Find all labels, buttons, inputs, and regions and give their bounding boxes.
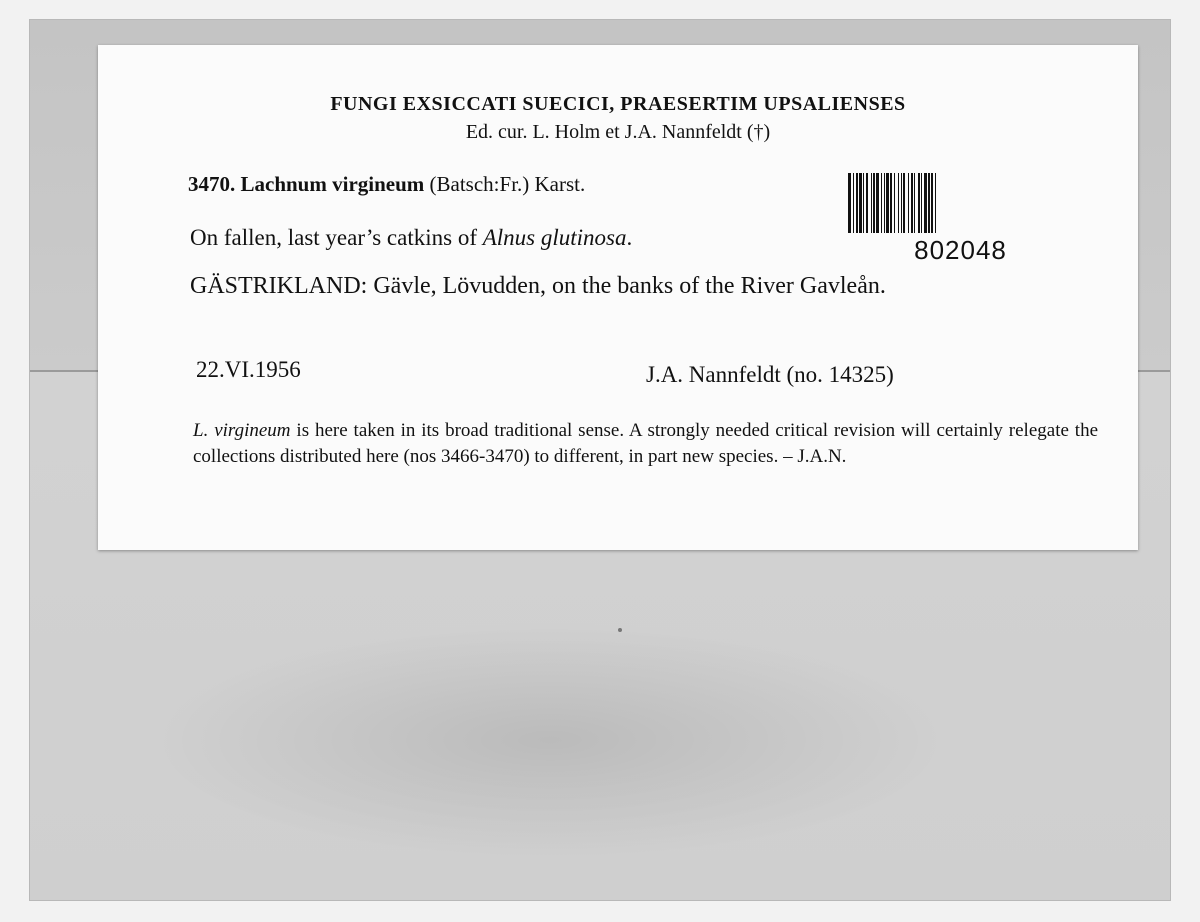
host-name: Alnus glutinosa — [482, 225, 627, 250]
taxonomic-note — [193, 418, 1098, 470]
species-name: Lachnum virgineum — [240, 172, 425, 196]
editors-line: Ed. cur. L. Holm et J.A. Nannfeldt (†) — [465, 121, 771, 143]
species-authority: (Batsch:Fr.) Karst. — [429, 172, 586, 196]
barcode — [848, 173, 1073, 266]
barcode-number: 802048 — [914, 235, 1007, 265]
note-text: is here taken in its broad traditional sense. A strongly needed critical revision will certainly relegate the collections distributed here (nos 3466-3470) to different, in part new species. – J.A.N. — [193, 420, 1099, 467]
barcode-bars — [848, 173, 1073, 233]
collection-date: 22.VI.1956 — [196, 357, 301, 382]
collector: J.A. Nannfeldt (no. 14325) — [646, 362, 894, 387]
note-taxon: L. virgineum — [193, 420, 291, 441]
locality: GÄSTRIKLAND: Gävle, Lövudden, on the banks of the River Gavleån. — [190, 273, 886, 299]
substrate-line — [190, 225, 632, 251]
paper-speck — [618, 628, 622, 632]
substrate-text: On fallen, last year’s catkins of — [190, 225, 477, 250]
substrate-suffix: . — [626, 225, 633, 250]
envelope-shadow — [150, 620, 950, 860]
barcode-bar — [936, 173, 939, 233]
specimen-label — [98, 45, 1138, 550]
species-line — [188, 172, 585, 197]
series-title: FUNGI EXSICCATI SUECICI, PRAESERTIM UPSALIENSES — [330, 93, 906, 115]
exsiccata-number: 3470. — [188, 172, 236, 196]
